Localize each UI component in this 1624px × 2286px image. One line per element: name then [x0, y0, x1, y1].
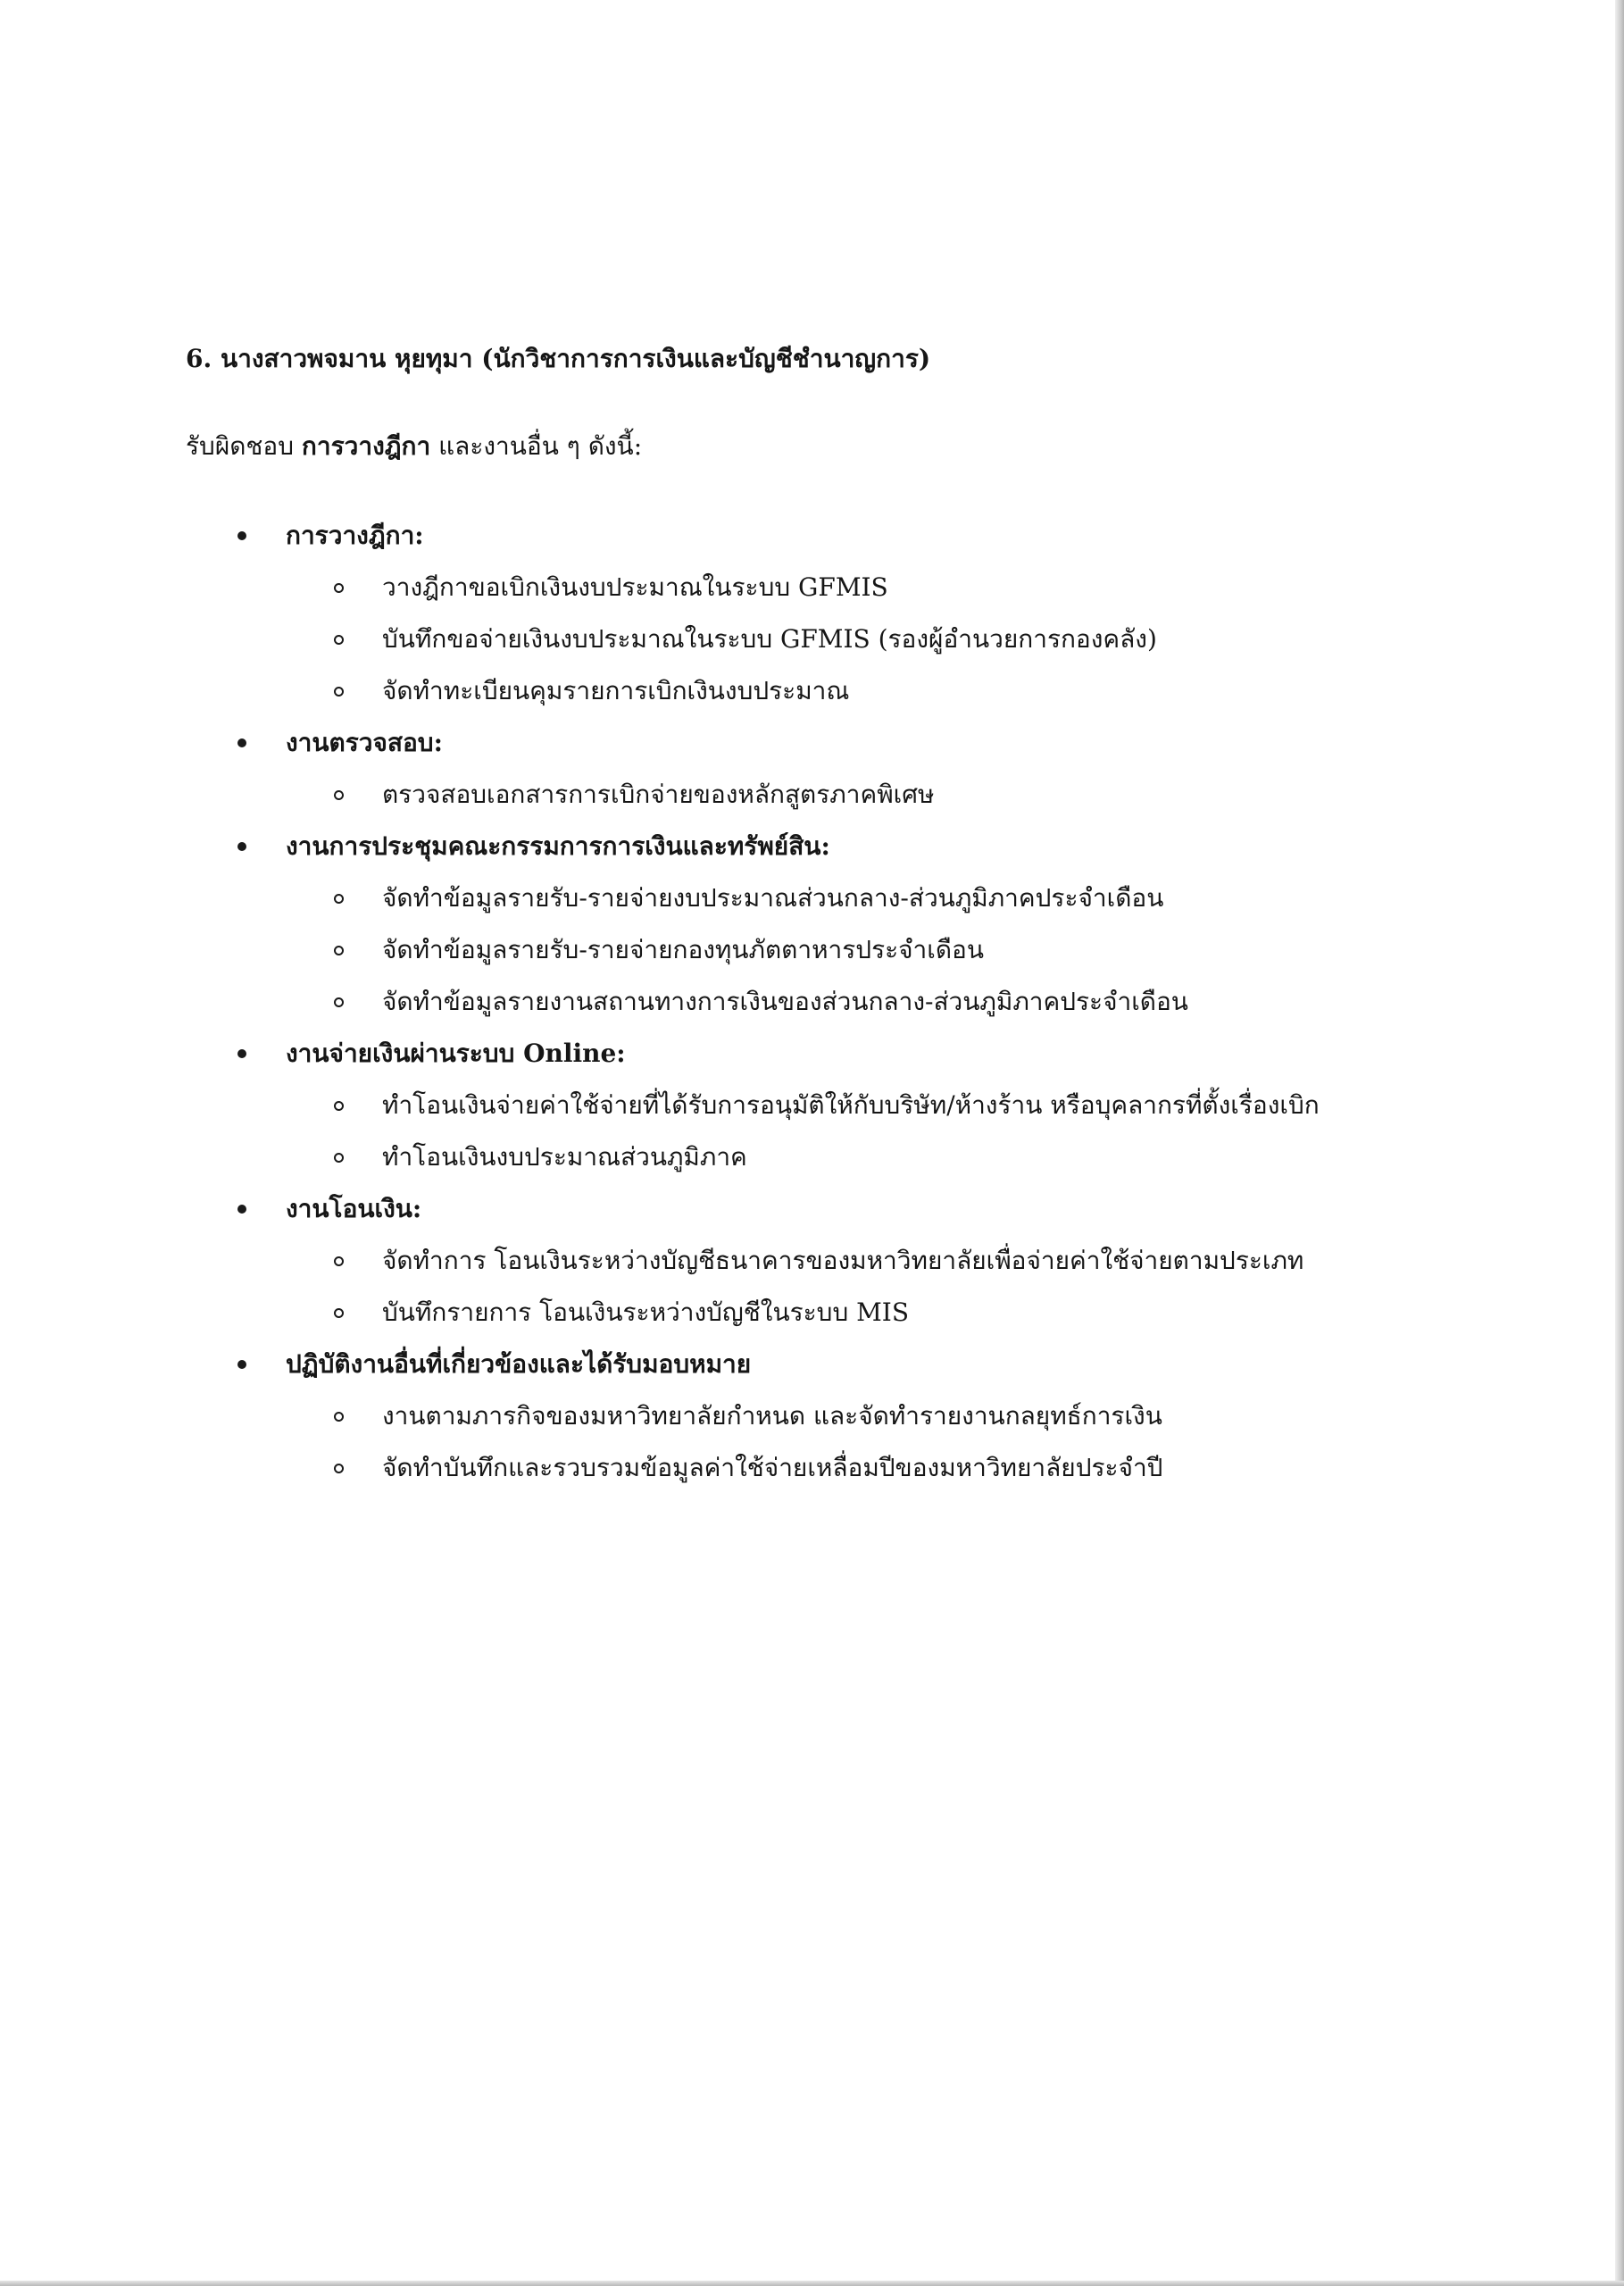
section-items	[186, 1243, 1525, 1347]
section-items	[186, 880, 1525, 1036]
section-title: งานโอนเงิน:	[286, 1194, 422, 1223]
list-item	[186, 880, 1525, 932]
list-item	[186, 1450, 1525, 1502]
item-text: ตรวจสอบเอกสารการเบิกจ่ายของหลักสูตรภาคพิเศษ	[382, 780, 935, 809]
item-text: บันทึกขอจ่ายเงินงบประมาณในระบบ GFMIS (รองผู้อำนวยการกองคลัง)	[382, 624, 1157, 654]
duty-section	[186, 1191, 1525, 1347]
bullet-icon	[237, 842, 246, 851]
item-text: ทำโอนเงินจ่ายค่าใช้จ่ายที่ได้รับการอนุมัติให้กับบริษัท/ห้างร้าน หรือบุคลากรที่ตั้งเรื่องเบิก	[382, 1090, 1320, 1120]
scan-edge-right	[1615, 0, 1624, 2286]
bullet-icon	[237, 738, 246, 747]
item-text: บันทึกรายการ โอนเงินระหว่างบัญชีในระบบ MIS	[382, 1297, 910, 1327]
duty-section	[186, 829, 1525, 1036]
section-heading	[186, 1191, 1525, 1243]
staff-heading: 6. นางสาวพจมาน หุยทุมา (นักวิชาการการเงินและบัญชีชำนาญการ)	[186, 344, 931, 373]
document-body	[186, 341, 1525, 1502]
hollow-bullet-icon	[334, 894, 344, 904]
item-text: จัดทำข้อมูลรายรับ-รายจ่ายกองทุนภัตตาหารประจำเดือน	[382, 935, 984, 964]
intro-prefix: รับผิดชอบ	[186, 431, 294, 461]
bullet-icon	[237, 1205, 246, 1214]
list-item	[186, 777, 1525, 829]
hollow-bullet-icon	[334, 790, 344, 800]
section-title: งานตรวจสอบ:	[286, 728, 443, 757]
list-item	[186, 1243, 1525, 1295]
list-item	[186, 1088, 1525, 1139]
section-heading	[186, 1036, 1525, 1088]
list-item	[186, 1139, 1525, 1191]
duty-section	[186, 518, 1525, 725]
scan-edge-bottom	[0, 2281, 1624, 2286]
intro-highlight: การวางฎีกา	[301, 431, 431, 461]
section-heading	[186, 725, 1525, 777]
duty-section	[186, 1347, 1525, 1502]
list-item	[186, 673, 1525, 725]
section-items	[186, 1398, 1525, 1502]
hollow-bullet-icon	[334, 1412, 344, 1422]
section-heading	[186, 518, 1525, 570]
item-text: จัดทำข้อมูลรายงานสถานทางการเงินของส่วนกลาง-ส่วนภูมิภาคประจำเดือน	[382, 987, 1188, 1016]
section-title: งานจ่ายเงินผ่านระบบ Online:	[286, 1039, 626, 1068]
list-item	[186, 622, 1525, 673]
duty-section	[186, 725, 1525, 829]
intro-suffix: และงานอื่น ๆ ดังนี้:	[438, 431, 643, 461]
duty-sections	[186, 518, 1525, 1502]
list-item	[186, 1398, 1525, 1450]
section-title: ปฏิบัติงานอื่นที่เกี่ยวข้องและได้รับมอบหมาย	[286, 1349, 752, 1379]
section-title: งานการประชุมคณะกรรมการการเงินและทรัพย์สิน:	[286, 831, 830, 861]
hollow-bullet-icon	[334, 946, 344, 955]
hollow-bullet-icon	[334, 1308, 344, 1318]
hollow-bullet-icon	[334, 583, 344, 593]
list-item	[186, 984, 1525, 1036]
item-text: งานตามภารกิจของมหาวิทยาลัยกำหนด และจัดทำรายงานกลยุทธ์การเงิน	[382, 1401, 1162, 1431]
hollow-bullet-icon	[334, 635, 344, 645]
bullet-icon	[237, 1360, 246, 1369]
hollow-bullet-icon	[334, 1464, 344, 1473]
hollow-bullet-icon	[334, 997, 344, 1007]
item-text: ทำโอนเงินงบประมาณส่วนภูมิภาค	[382, 1142, 747, 1172]
section-items	[186, 570, 1525, 725]
duty-section	[186, 1036, 1525, 1191]
responsibility-intro	[186, 429, 1525, 464]
item-text: จัดทำทะเบียนคุมรายการเบิกเงินงบประมาณ	[382, 676, 850, 705]
list-item	[186, 932, 1525, 984]
item-text: จัดทำบันทึกและรวบรวมข้อมูลค่าใช้จ่ายเหลื่อมปีของมหาวิทยาลัยประจำปี	[382, 1453, 1163, 1482]
section-heading	[186, 1347, 1525, 1398]
hollow-bullet-icon	[334, 1101, 344, 1111]
bullet-icon	[237, 1049, 246, 1058]
list-item	[186, 1295, 1525, 1347]
section-heading	[186, 829, 1525, 880]
bullet-icon	[237, 531, 246, 540]
hollow-bullet-icon	[334, 687, 344, 697]
hollow-bullet-icon	[334, 1256, 344, 1266]
section-title: การวางฎีกา:	[286, 521, 424, 550]
section-items	[186, 777, 1525, 829]
list-item	[186, 570, 1525, 622]
item-text: จัดทำข้อมูลรายรับ-รายจ่ายงบประมาณส่วนกลาง-ส่วนภูมิภาคประจำเดือน	[382, 883, 1164, 913]
item-text: วางฎีกาขอเบิกเงินงบประมาณในระบบ GFMIS	[382, 572, 888, 602]
section-items	[186, 1088, 1525, 1191]
hollow-bullet-icon	[334, 1153, 344, 1163]
item-text: จัดทำการ โอนเงินระหว่างบัญชีธนาคารของมหาวิทยาลัยเพื่อจ่ายค่าใช้จ่ายตามประเภท	[382, 1246, 1304, 1275]
